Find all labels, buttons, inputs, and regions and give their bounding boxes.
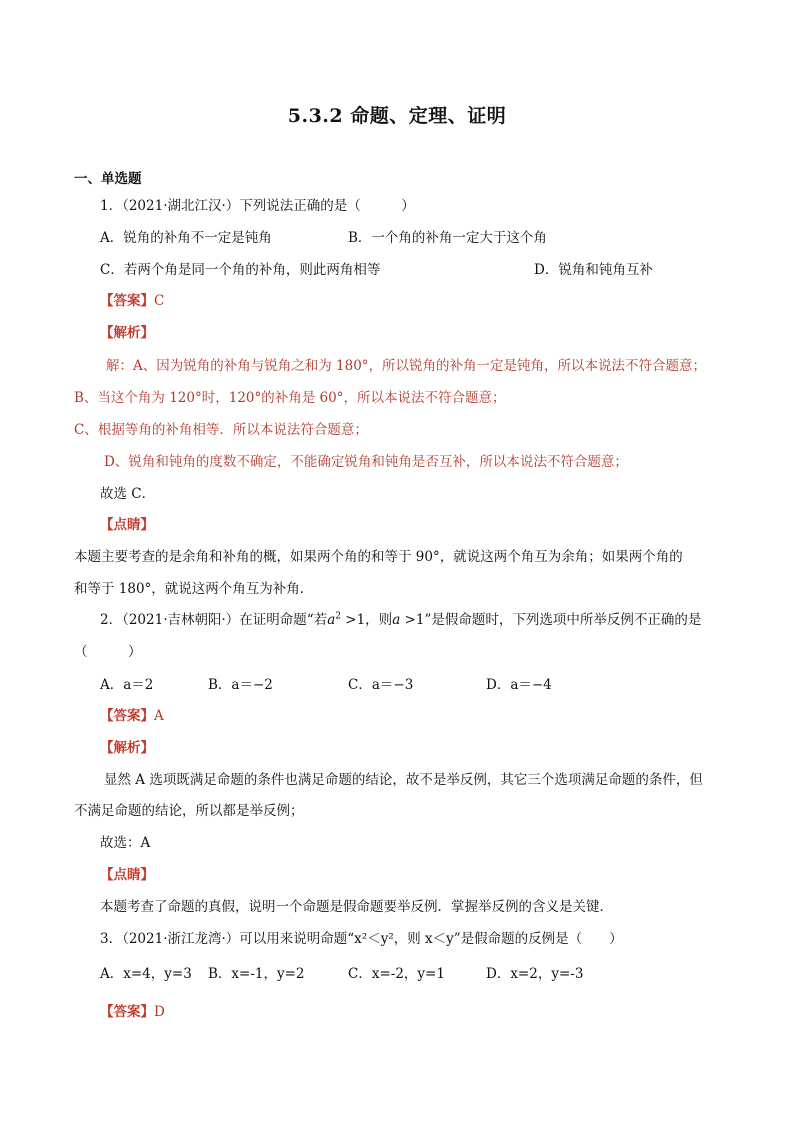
q3-answer-value: D	[154, 1004, 165, 1020]
q2-var-a: a	[392, 612, 401, 628]
q1-stem: 1．（2021·湖北江汉·）下列说法正确的是（ ）	[100, 198, 415, 214]
q2-choice: 故选：A	[100, 835, 151, 851]
q2-comment-tag: 【点睛】	[100, 867, 154, 883]
q2-exponent: 2	[335, 611, 341, 622]
q1-answer-value: C	[154, 293, 165, 309]
q1-option-b: B．一个角的补角一定大于这个角	[348, 230, 547, 246]
q2-stem-post: >1”是假命题时，下列选项中所举反例不正确的是	[400, 612, 702, 628]
q2-stem	[100, 611, 701, 629]
q2-var-a: a	[327, 612, 336, 628]
answer-tag: 【答案】	[100, 708, 154, 724]
q1-analysis-line: 解：A、因为锐角的补角与锐角之和为 180°，所以锐角的补角一定是钝角，所以本说法不符合题意；	[106, 358, 707, 374]
q1-comment-tag: 【点睛】	[100, 517, 154, 533]
q1-analysis-line: D、锐角和钝角的度数不确定，不能确定锐角和钝角是否互补，所以本说法不符合题意；	[104, 454, 628, 470]
q1-option-a: A．锐角的补角不一定是钝角	[100, 230, 272, 246]
q2-answer-line	[100, 707, 164, 725]
q2-analysis-tag: 【解析】	[100, 740, 154, 756]
q2-stem-paren: （ ）	[74, 644, 142, 660]
q1-comment-line: 和等于 180°，就说这两个角互为补角．	[74, 581, 314, 597]
answer-tag: 【答案】	[100, 1004, 154, 1020]
q1-option-d: D．锐角和钝角互补	[534, 262, 653, 278]
q2-option-b: B．a＝−2	[208, 677, 273, 693]
q2-comment-line: 本题考查了命题的真假，说明一个命题是假命题要举反例．掌握举反例的含义是关键．	[100, 899, 613, 915]
q2-analysis-line: 显然 A 选项既满足命题的条件也满足命题的结论，故不是举反例，其它三个选项满足命题的条件，但	[104, 772, 703, 788]
q2-option-c: C．a＝−3	[348, 677, 414, 693]
q3-option-b: B．x=-1，y=2	[208, 966, 305, 982]
q1-answer-line	[100, 292, 164, 310]
q1-comment-line: 本题主要考查的是余角和补角的概，如果两个角的和等于 90°，就说这两个角互为余角；如果两个角的	[74, 549, 683, 565]
q1-choice: 故选 C．	[100, 486, 156, 502]
q3-answer-line	[100, 1003, 165, 1021]
q2-option-d: D．a＝−4	[486, 677, 552, 693]
q1-analysis-tag: 【解析】	[100, 325, 154, 341]
q2-stem-mid: >1，则	[340, 612, 393, 628]
q1-analysis-line: B、当这个角为 120°时，120°的补角是 60°，所以本说法不符合题意；	[74, 390, 506, 406]
q3-option-a: A．x=4，y=3	[100, 966, 192, 982]
q1-option-c: C．若两个角是同一个角的补角，则此两角相等	[100, 262, 381, 278]
q2-answer-value: A	[154, 708, 164, 724]
q2-analysis-line: 不满足命题的结论，所以都是举反例；	[74, 803, 304, 819]
q1-analysis-line: C、根据等角的补角相等．所以本说法符合题意；	[74, 422, 368, 438]
section-heading: 一、单选题	[74, 171, 142, 187]
q3-stem: 3．（2021·浙江龙湾·）可以用来说明命题“x²＜y²，则 x＜y”是假命题的反例是（ ）	[100, 931, 623, 947]
document-title: 5.3.2 命题、定理、证明	[287, 105, 507, 127]
q3-option-c: C．x=-2，y=1	[348, 966, 445, 982]
q3-option-d: D．x=2，y=-3	[486, 966, 584, 982]
answer-tag: 【答案】	[100, 293, 154, 309]
q2-option-a: A．a＝2	[100, 677, 154, 693]
q2-stem-pre: 2．（2021·吉林朝阳·）在证明命题“若	[100, 612, 328, 628]
